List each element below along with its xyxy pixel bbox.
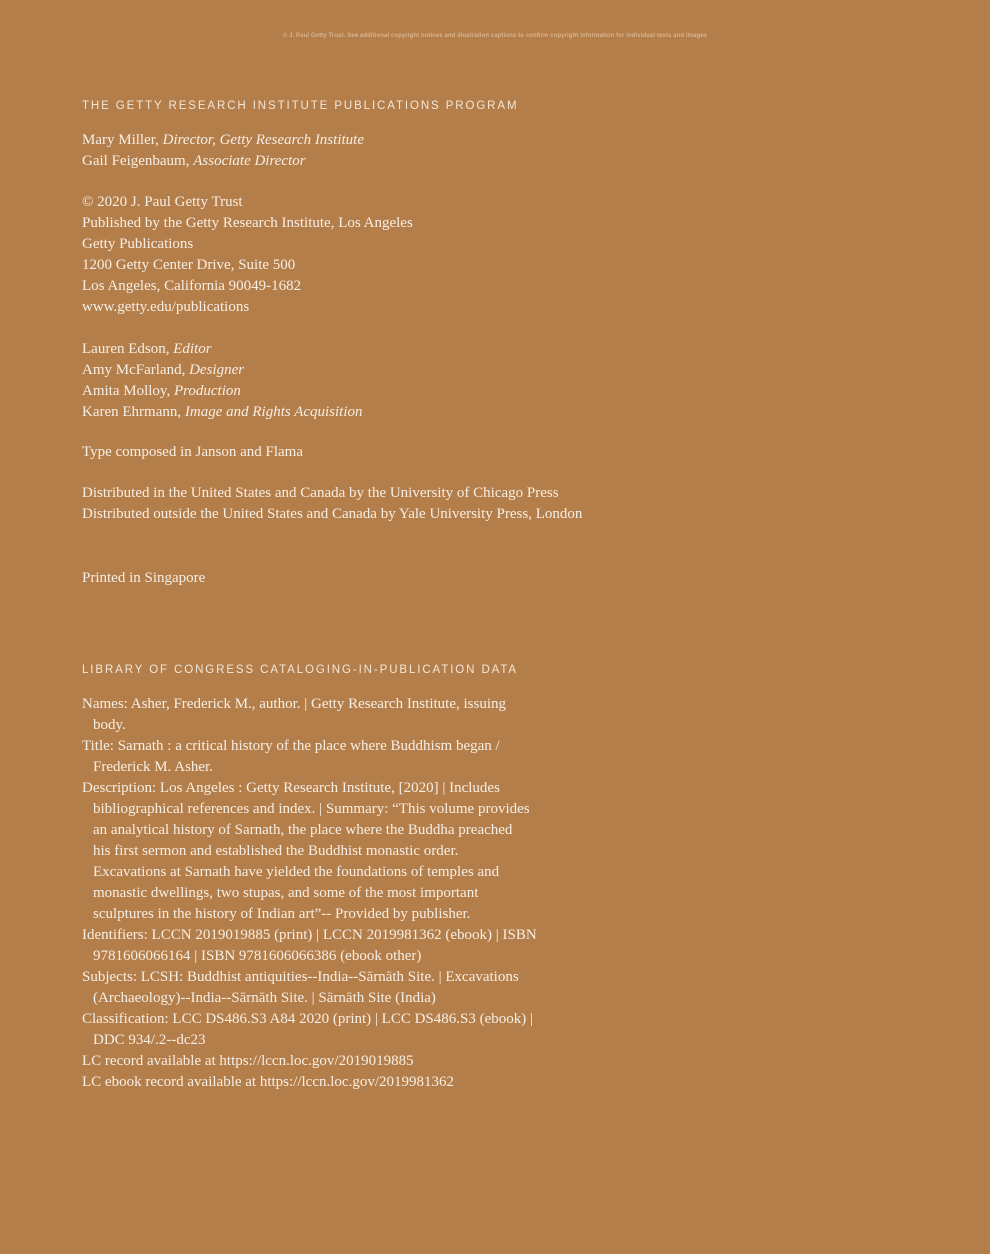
credit-entry — [82, 360, 363, 381]
printing-note — [82, 568, 205, 589]
credit-name: Amita Molloy, — [82, 383, 174, 399]
typeface-line: Type composed in Janson and Flama — [82, 444, 303, 460]
copyright-notice-banner: © J. Paul Getty Trust. See additional copyright notices and illustration captions to confirm copyright information for individual texts and images — [282, 33, 708, 39]
credit-entry — [82, 339, 363, 360]
cip-data — [82, 694, 537, 1093]
cip-line: Frederick M. Asher. — [93, 759, 213, 775]
staff-role: Director, Getty Research Institute — [162, 132, 364, 148]
address-city: Los Angeles, California 90049-1682 — [82, 278, 302, 294]
distribution-line-us: Distributed in the United States and Canada by the University of Chicago Press — [82, 485, 559, 501]
cip-line: an analytical history of Sarnath, the place where the Buddha preached — [93, 822, 513, 838]
copyright-line: © 2020 J. Paul Getty Trust — [82, 194, 243, 210]
publisher-name: Getty Publications — [82, 236, 194, 252]
cip-line: Excavations at Sarnath have yielded the foundations of temples and — [93, 864, 500, 880]
credit-name: Lauren Edson, — [82, 341, 174, 357]
cip-line: (Archaeology)--India--Sārnāth Site. | Sārnāth Site (India) — [93, 990, 436, 1006]
credit-name: Karen Ehrmann, — [82, 404, 185, 420]
credit-name: Amy McFarland, — [82, 362, 190, 378]
publications-program-heading: THE GETTY RESEARCH INSTITUTE PUBLICATIONS PROGRAM — [82, 100, 519, 112]
cip-line: 9781606066164 | ISBN 9781606066386 (ebook other) — [93, 948, 422, 964]
cip-line: Classification: LCC DS486.S3 A84 2020 (print) | LCC DS486.S3 (ebook) | — [82, 1011, 534, 1027]
staff-name: Gail Feigenbaum, — [82, 153, 194, 169]
credit-role: Image and Rights Acquisition — [184, 404, 363, 420]
publisher-info — [82, 192, 413, 318]
cip-line: body. — [93, 717, 126, 733]
cip-line: Identifiers: LCCN 2019019885 (print) | LCCN 2019981362 (ebook) | ISBN — [82, 927, 537, 943]
credit-entry — [82, 402, 363, 423]
credit-role: Editor — [173, 341, 212, 357]
program-staff-list — [82, 130, 364, 172]
cip-line: Title: Sarnath : a critical history of the place where Buddhism began / — [82, 738, 500, 754]
cip-line: Names: Asher, Frederick M., author. | Getty Research Institute, issuing — [82, 696, 506, 712]
cip-line: Description: Los Angeles : Getty Research Institute, [2020] | Includes — [82, 780, 500, 796]
credit-role: Designer — [189, 362, 245, 378]
staff-role: Associate Director — [193, 153, 306, 169]
cip-line: DDC 934/.2--dc23 — [93, 1032, 206, 1048]
address-street: 1200 Getty Center Drive, Suite 500 — [82, 257, 296, 273]
printed-line: Printed in Singapore — [82, 570, 206, 586]
cip-line: sculptures in the history of Indian art”-- Provided by publisher. — [93, 906, 471, 922]
staff-name: Mary Miller, — [82, 132, 163, 148]
program-staff-entry — [82, 130, 364, 151]
credits-list — [82, 339, 363, 423]
cip-line: monastic dwellings, two stupas, and some of the most important — [93, 885, 479, 901]
credit-role: Production — [173, 383, 241, 399]
publisher-website: www.getty.edu/publications — [82, 299, 250, 315]
cip-line: bibliographical references and index. | Summary: “This volume provides — [93, 801, 530, 817]
cip-line: LC record available at https://lccn.loc.gov/2019019885 — [82, 1053, 414, 1069]
cip-line: his first sermon and established the Buddhist monastic order. — [93, 843, 459, 859]
credit-entry — [82, 381, 363, 402]
typeface-note — [82, 442, 303, 463]
cip-line: Subjects: LCSH: Buddhist antiquities--India--Sārnāth Site. | Excavations — [82, 969, 519, 985]
distribution-info — [82, 483, 582, 525]
program-staff-entry — [82, 151, 364, 172]
distribution-line-intl: Distributed outside the United States and Canada by Yale University Press, London — [82, 506, 583, 522]
publisher-line: Published by the Getty Research Institute, Los Angeles — [82, 215, 413, 231]
cip-line: LC ebook record available at https://lccn.loc.gov/2019981362 — [82, 1074, 454, 1090]
cip-heading: LIBRARY OF CONGRESS CATALOGING-IN-PUBLICATION DATA — [82, 664, 519, 676]
